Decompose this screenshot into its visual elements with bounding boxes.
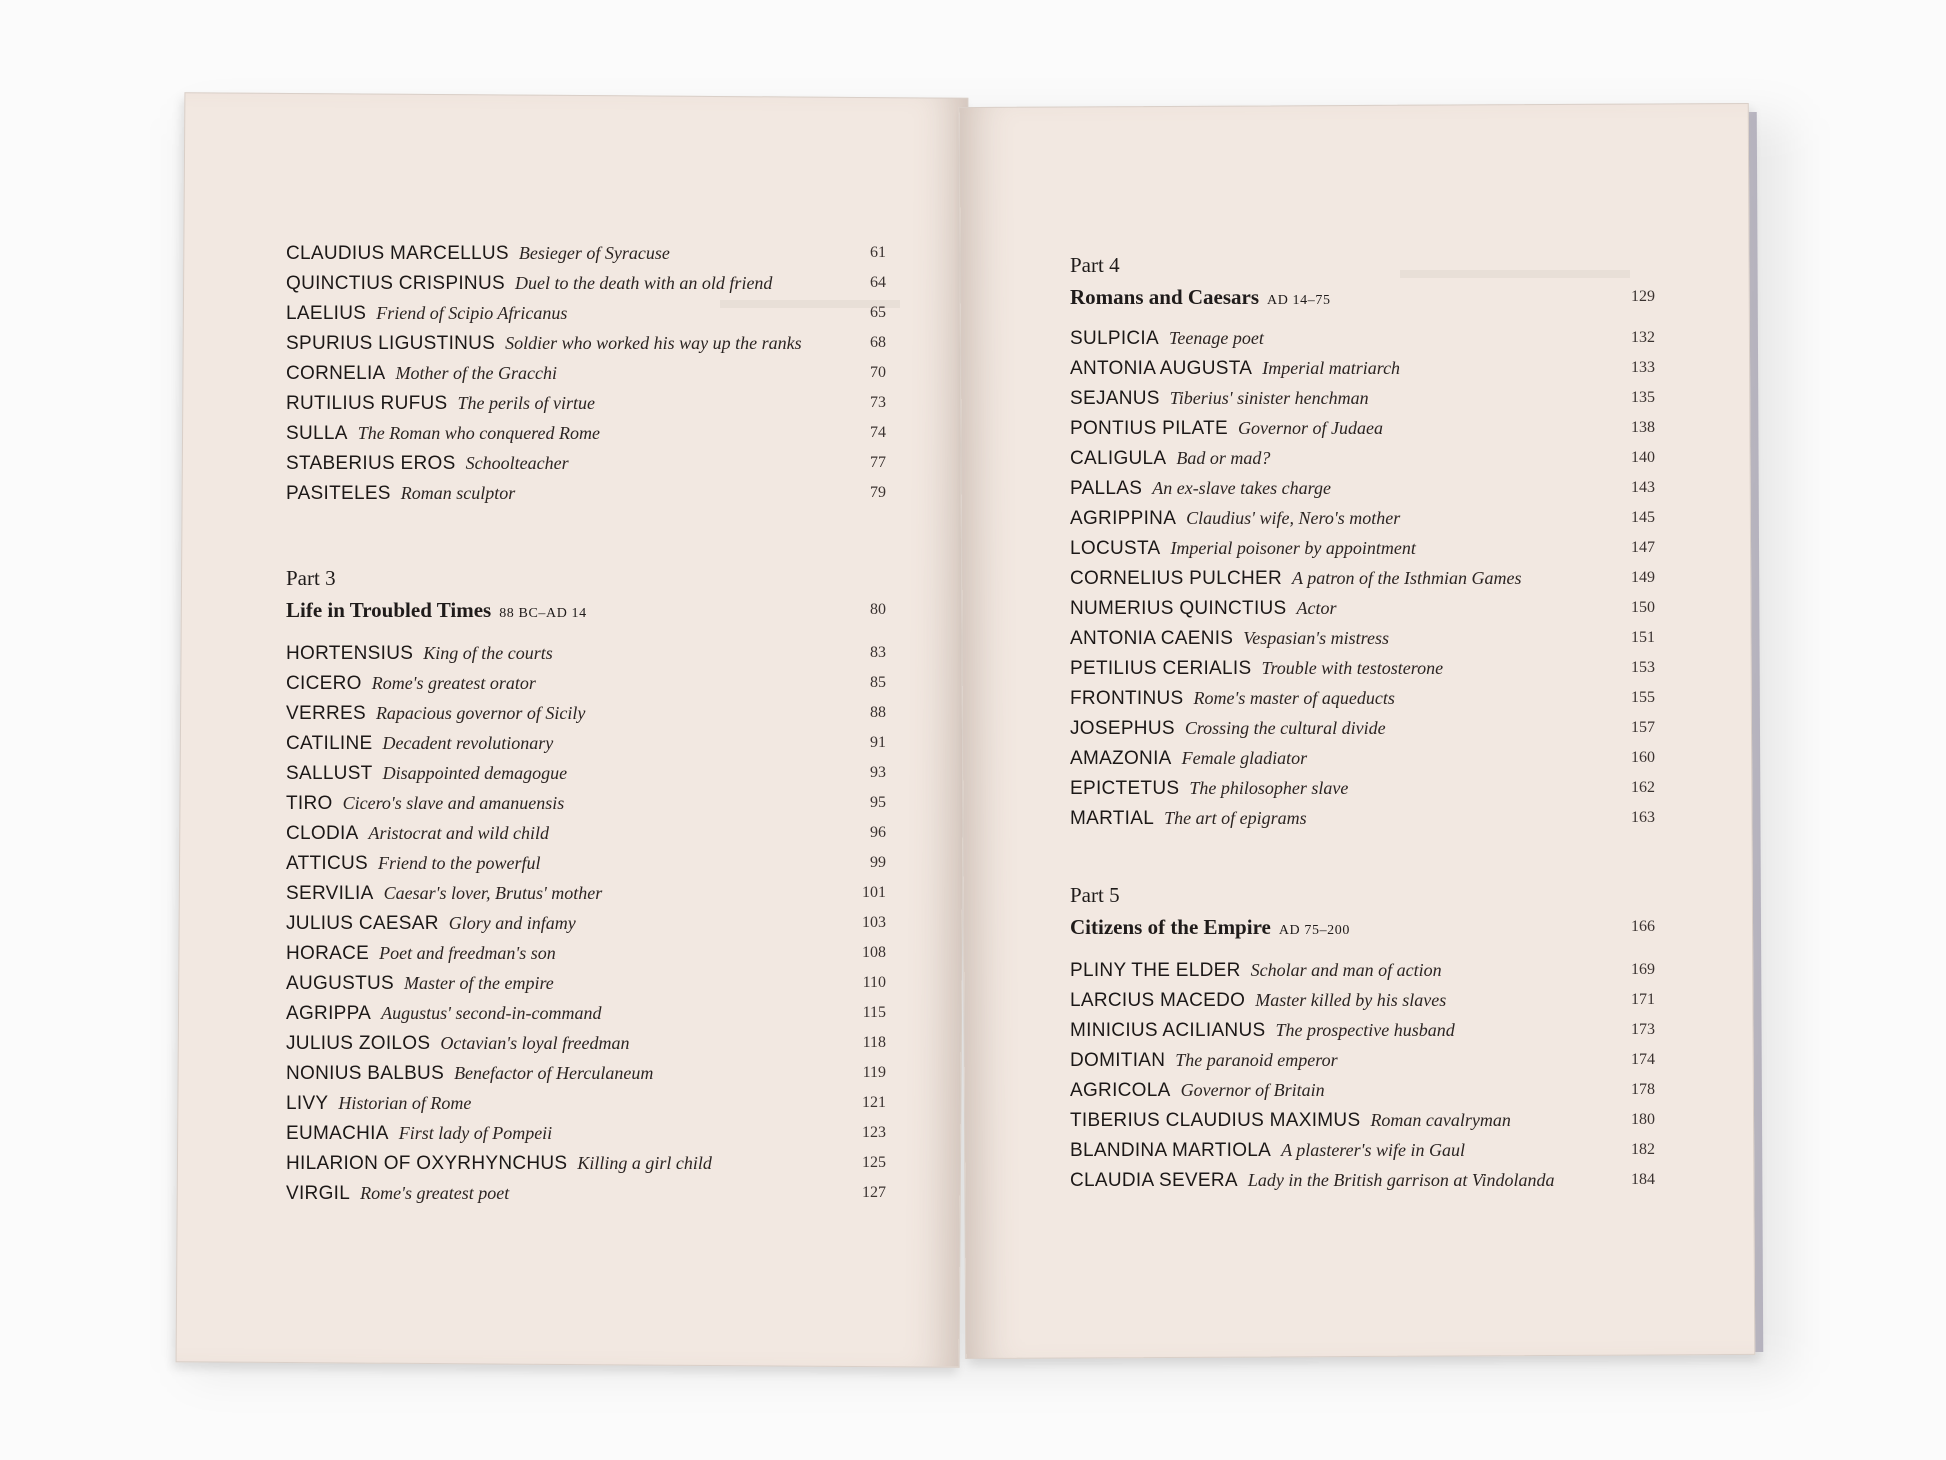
toc-entry[interactable] — [286, 268, 886, 298]
toc-entry[interactable] — [1070, 503, 1655, 533]
entry-desc: Vespasian's mistress — [1243, 628, 1389, 648]
part-dates: AD 75–200 — [1278, 923, 1350, 938]
entry-desc: Crossing the cultural divide — [1184, 718, 1386, 738]
entry-desc: Roman cavalryman — [1370, 1110, 1511, 1130]
toc-entry[interactable] — [1070, 413, 1655, 443]
entry-page-number: 115 — [862, 1004, 886, 1021]
entry-page-number: 169 — [1631, 961, 1655, 978]
entry-desc: Friend to the powerful — [377, 853, 541, 873]
entry-page-number: 85 — [870, 674, 886, 691]
toc-entry[interactable] — [1070, 473, 1655, 503]
entry-desc: Octavian's loyal freedman — [440, 1033, 630, 1053]
entry-page-number: 153 — [1631, 659, 1655, 676]
toc-entry[interactable] — [286, 418, 886, 448]
entry-desc: Killing a girl child — [577, 1153, 712, 1173]
entry-name: EPICTETUS — [1070, 778, 1180, 799]
entry-desc: The prospective husband — [1275, 1020, 1455, 1040]
toc-entry[interactable] — [286, 238, 886, 268]
toc-entry[interactable] — [1070, 1075, 1655, 1105]
entry-page-number: 74 — [870, 424, 886, 441]
entry-name: CICERO — [286, 673, 362, 694]
toc-entry[interactable] — [286, 298, 886, 328]
toc-entry[interactable] — [1070, 773, 1655, 803]
entry-desc: King of the courts — [423, 643, 553, 663]
entry-name: STABERIUS EROS — [286, 453, 456, 474]
toc-entry[interactable] — [286, 358, 886, 388]
entry-page-number: 135 — [1631, 389, 1655, 406]
entry-name: PALLAS — [1070, 478, 1143, 499]
toc-entry[interactable] — [1070, 623, 1655, 653]
entry-desc: Duel to the death with an old friend — [514, 273, 773, 293]
entry-name: PLINY THE ELDER — [1070, 960, 1241, 981]
entry-page-number: 180 — [1631, 1111, 1655, 1128]
entry-page-number: 77 — [870, 454, 886, 471]
entry-page-number: 61 — [870, 244, 886, 261]
entry-page-number: 83 — [870, 644, 886, 661]
entry-desc: Bad or mad? — [1176, 448, 1271, 468]
toc-entry[interactable] — [286, 1148, 886, 1178]
entry-desc: Benefactor of Herculaneum — [454, 1063, 654, 1083]
entry-name: RUTILIUS RUFUS — [286, 393, 448, 414]
toc-entry[interactable] — [1070, 683, 1655, 713]
entry-desc: Mother of the Gracchi — [395, 363, 558, 383]
toc-entry[interactable] — [1070, 563, 1655, 593]
entry-name: CALIGULA — [1070, 448, 1167, 469]
entry-desc: Roman sculptor — [400, 483, 516, 503]
left-contents — [286, 238, 886, 1228]
entry-page-number: 138 — [1631, 419, 1655, 436]
entry-name: FRONTINUS — [1070, 688, 1184, 709]
entry-page-number: 157 — [1631, 719, 1655, 736]
entry-page-number: 99 — [870, 854, 886, 871]
entry-desc: First lady of Pompeii — [398, 1123, 553, 1143]
toc-entry[interactable] — [1070, 533, 1655, 563]
toc-entry[interactable] — [286, 638, 886, 668]
part-label: Part 5 — [1070, 883, 1120, 907]
entry-page-number: 163 — [1631, 809, 1655, 826]
part-title[interactable] — [286, 594, 886, 626]
entry-page-number: 101 — [862, 884, 886, 901]
entry-desc: Aristocrat and wild child — [368, 823, 550, 843]
entry-name: HILARION OF OXYRHYNCHUS — [286, 1153, 568, 1174]
entry-desc: Poet and freedman's son — [379, 943, 556, 963]
toc-entry[interactable] — [286, 388, 886, 418]
entry-name: LOCUSTA — [1070, 538, 1161, 559]
entry-page-number: 127 — [862, 1184, 886, 1201]
entry-name: MARTIAL — [1070, 808, 1155, 829]
part-page-number: 129 — [1631, 288, 1655, 305]
toc-entry[interactable] — [286, 788, 886, 818]
entry-desc: Teenage poet — [1169, 328, 1264, 348]
entry-name: PETILIUS CERIALIS — [1070, 658, 1252, 679]
entry-desc: Glory and infamy — [448, 913, 576, 933]
entry-page-number: 93 — [870, 764, 886, 781]
toc-entry[interactable] — [286, 728, 886, 758]
part-title[interactable] — [1070, 281, 1655, 313]
entry-page-number: 184 — [1631, 1171, 1655, 1188]
entry-page-number: 91 — [870, 734, 886, 751]
entry-page-number: 132 — [1631, 329, 1655, 346]
toc-entry[interactable] — [286, 668, 886, 698]
toc-entry[interactable] — [286, 968, 886, 998]
toc-entry[interactable] — [286, 1118, 886, 1148]
entry-page-number: 182 — [1631, 1141, 1655, 1158]
entry-desc: Historian of Rome — [338, 1093, 472, 1113]
entry-page-number: 149 — [1631, 569, 1655, 586]
part-title-text: Citizens of the Empire — [1070, 915, 1271, 939]
entry-page-number: 118 — [862, 1034, 886, 1051]
entry-desc: Actor — [1296, 598, 1337, 618]
entry-page-number: 110 — [862, 974, 886, 991]
entry-page-number: 151 — [1631, 629, 1655, 646]
part-page-number: 166 — [1631, 918, 1655, 935]
entry-name: SULLA — [286, 423, 348, 444]
entry-name: TIBERIUS CLAUDIUS MAXIMUS — [1070, 1110, 1361, 1131]
entry-name: CORNELIA — [286, 363, 386, 384]
entry-desc: Caesar's lover, Brutus' mother — [383, 883, 603, 903]
entry-desc: Rome's greatest orator — [371, 673, 536, 693]
entry-page-number: 119 — [862, 1064, 886, 1081]
toc-entry[interactable] — [1070, 653, 1655, 683]
entry-name: JULIUS ZOILOS — [286, 1033, 431, 1054]
entry-name: NONIUS BALBUS — [286, 1063, 445, 1084]
toc-entry[interactable] — [1070, 1105, 1655, 1135]
entry-desc: Augustus' second-in-command — [381, 1003, 602, 1023]
entry-name: AGRIPPA — [286, 1003, 372, 1024]
toc-entry[interactable] — [286, 698, 886, 728]
entry-page-number: 65 — [870, 304, 886, 321]
entry-page-number: 174 — [1631, 1051, 1655, 1068]
entry-desc: Master killed by his slaves — [1255, 990, 1447, 1010]
entry-page-number: 108 — [862, 944, 886, 961]
part-dates: 88 BC–AD 14 — [499, 606, 587, 621]
part-title[interactable] — [1070, 911, 1655, 943]
entry-name: CORNELIUS PULCHER — [1070, 568, 1283, 589]
entry-page-number: 125 — [862, 1154, 886, 1171]
entry-page-number: 96 — [870, 824, 886, 841]
toc-entry[interactable] — [1070, 955, 1655, 985]
entry-name: VIRGIL — [286, 1183, 351, 1204]
part-page-number: 80 — [870, 601, 886, 618]
toc-entry[interactable] — [286, 818, 886, 848]
entry-desc: Rome's master of aqueducts — [1193, 688, 1395, 708]
entry-desc: The philosopher slave — [1189, 778, 1349, 798]
toc-entry[interactable] — [1070, 1165, 1655, 1195]
entry-desc: An ex-slave takes charge — [1152, 478, 1331, 498]
toc-entry[interactable] — [286, 938, 886, 968]
entry-desc: Friend of Scipio Africanus — [376, 303, 568, 323]
toc-entry[interactable] — [1070, 1135, 1655, 1165]
entry-desc: Scholar and man of action — [1250, 960, 1442, 980]
entry-name: ANTONIA CAENIS — [1070, 628, 1234, 649]
toc-entry[interactable] — [1070, 593, 1655, 623]
toc-entry[interactable] — [286, 448, 886, 478]
entry-name: HORTENSIUS — [286, 643, 414, 664]
entry-page-number: 68 — [870, 334, 886, 351]
entry-name: CLAUDIUS MARCELLUS — [286, 243, 509, 264]
entry-page-number: 73 — [870, 394, 886, 411]
entry-desc: Lady in the British garrison at Vindolanda — [1247, 1170, 1555, 1190]
entry-name: ATTICUS — [286, 853, 368, 874]
toc-entry[interactable] — [1070, 985, 1655, 1015]
toc-entry[interactable] — [286, 1178, 886, 1208]
entry-desc: Trouble with testosterone — [1261, 658, 1444, 678]
entry-desc: Imperial matriarch — [1262, 358, 1401, 378]
entry-desc: The paranoid emperor — [1175, 1050, 1338, 1070]
entry-name: LARCIUS MACEDO — [1070, 990, 1246, 1011]
entry-page-number: 178 — [1631, 1081, 1655, 1098]
part-dates: AD 14–75 — [1267, 293, 1331, 308]
entry-name: SEJANUS — [1070, 388, 1160, 409]
entry-desc: Rome's greatest poet — [360, 1183, 510, 1203]
entry-name: AUGUSTUS — [286, 973, 394, 994]
entry-desc: Claudius' wife, Nero's mother — [1186, 508, 1401, 528]
entry-desc: A patron of the Isthmian Games — [1292, 568, 1522, 588]
entry-desc: Schoolteacher — [465, 453, 569, 473]
toc-entry[interactable] — [1070, 323, 1655, 353]
entry-desc: Rapacious governor of Sicily — [375, 703, 586, 723]
entry-desc: Decadent revolutionary — [382, 733, 554, 753]
entry-desc: A plasterer's wife in Gaul — [1281, 1140, 1465, 1160]
part-title-text: Romans and Caesars — [1070, 285, 1260, 309]
entry-name: JULIUS CAESAR — [286, 913, 439, 934]
toc-entry[interactable] — [286, 998, 886, 1028]
entry-name: BLANDINA MARTIOLA — [1070, 1140, 1272, 1161]
toc-entry[interactable] — [286, 878, 886, 908]
part-label: Part 3 — [286, 566, 336, 590]
entry-desc: The art of epigrams — [1164, 808, 1307, 828]
entry-desc: Imperial poisoner by appointment — [1170, 538, 1416, 558]
toc-entry[interactable] — [286, 758, 886, 788]
entry-desc: Tiberius' sinister henchman — [1169, 388, 1369, 408]
toc-entry[interactable] — [286, 328, 886, 358]
entry-page-number: 160 — [1631, 749, 1655, 766]
toc-entry[interactable] — [286, 478, 886, 508]
entry-name: PASITELES — [286, 483, 391, 504]
toc-entry[interactable] — [1070, 1045, 1655, 1075]
entry-page-number: 171 — [1631, 991, 1655, 1008]
entry-name: AGRICOLA — [1070, 1080, 1171, 1101]
entry-name: HORACE — [286, 943, 370, 964]
entry-name: DOMITIAN — [1070, 1050, 1166, 1071]
entry-desc: Female gladiator — [1181, 748, 1308, 768]
entry-name: AGRIPPINA — [1070, 508, 1177, 529]
entry-name: SPURIUS LIGUSTINUS — [286, 333, 496, 354]
part-title-text: Life in Troubled Times — [286, 598, 492, 622]
entry-desc: Disappointed demagogue — [382, 763, 568, 783]
toc-entry[interactable] — [1070, 713, 1655, 743]
entry-page-number: 70 — [870, 364, 886, 381]
part-label: Part 4 — [1070, 253, 1120, 277]
entry-name: MINICIUS ACILIANUS — [1070, 1020, 1266, 1041]
entry-page-number: 140 — [1631, 449, 1655, 466]
entry-name: SULPICIA — [1070, 328, 1159, 349]
entry-page-number: 147 — [1631, 539, 1655, 556]
entry-page-number: 173 — [1631, 1021, 1655, 1038]
entry-name: CLAUDIA SEVERA — [1070, 1170, 1238, 1191]
entry-name: AMAZONIA — [1070, 748, 1172, 769]
entry-page-number: 155 — [1631, 689, 1655, 706]
entry-name: TIRO — [286, 793, 333, 814]
entry-name: SALLUST — [286, 763, 373, 784]
entry-name: CLODIA — [286, 823, 359, 844]
toc-entry[interactable] — [1070, 1015, 1655, 1045]
entry-page-number: 162 — [1631, 779, 1655, 796]
toc-entry[interactable] — [1070, 383, 1655, 413]
entry-desc: The perils of virtue — [457, 393, 595, 413]
entry-page-number: 145 — [1631, 509, 1655, 526]
toc-entry[interactable] — [1070, 443, 1655, 473]
entry-name: JOSEPHUS — [1070, 718, 1175, 739]
entry-name: EUMACHIA — [286, 1123, 389, 1144]
toc-entry[interactable] — [286, 908, 886, 938]
entry-page-number: 103 — [862, 914, 886, 931]
entry-page-number: 121 — [862, 1094, 886, 1111]
toc-entry[interactable] — [1070, 743, 1655, 773]
entry-name: LAELIUS — [286, 303, 367, 324]
entry-page-number: 123 — [862, 1124, 886, 1141]
entry-name: CATILINE — [286, 733, 373, 754]
toc-entry[interactable] — [286, 1088, 886, 1118]
entry-desc: Besieger of Syracuse — [518, 243, 670, 263]
entry-page-number: 88 — [870, 704, 886, 721]
entry-page-number: 79 — [870, 484, 886, 501]
entry-name: ANTONIA AUGUSTA — [1070, 358, 1253, 379]
toc-entry[interactable] — [1070, 803, 1655, 833]
entry-desc: Governor of Judaea — [1238, 418, 1383, 438]
toc-entry[interactable] — [1070, 353, 1655, 383]
entry-desc: The Roman who conquered Rome — [357, 423, 600, 443]
entry-page-number: 133 — [1631, 359, 1655, 376]
entry-name: PONTIUS PILATE — [1070, 418, 1228, 439]
entry-page-number: 150 — [1631, 599, 1655, 616]
toc-entry[interactable] — [286, 1028, 886, 1058]
entry-desc: Cicero's slave and amanuensis — [342, 793, 565, 813]
entry-page-number: 143 — [1631, 479, 1655, 496]
entry-page-number: 95 — [870, 794, 886, 811]
right-contents — [1070, 250, 1655, 1200]
toc-entry[interactable] — [286, 848, 886, 878]
toc-entry[interactable] — [286, 1058, 886, 1088]
entry-name: LIVY — [286, 1093, 329, 1114]
entry-name: VERRES — [286, 703, 366, 724]
entry-name: NUMERIUS QUINCTIUS — [1070, 598, 1287, 619]
entry-name: QUINCTIUS CRISPINUS — [286, 273, 505, 294]
entry-desc: Governor of Britain — [1180, 1080, 1325, 1100]
entry-desc: Master of the empire — [403, 973, 554, 993]
entry-page-number: 64 — [870, 274, 886, 291]
entry-name: SERVILIA — [286, 883, 374, 904]
entry-desc: Soldier who worked his way up the ranks — [505, 333, 802, 353]
